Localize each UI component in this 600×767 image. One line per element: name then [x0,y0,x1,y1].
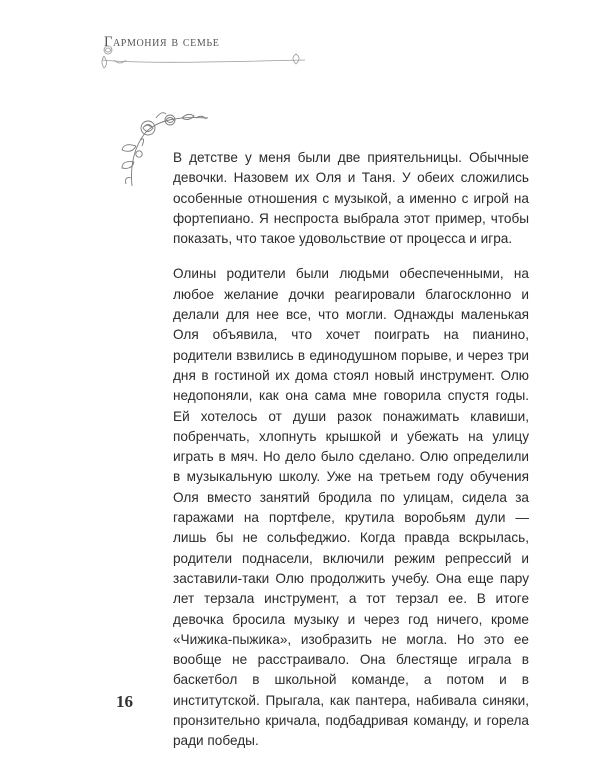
body-text [173,148,529,767]
header-flourish [100,38,310,78]
paragraph: В детстве у меня были две приятельницы. Обычные девочки. Назовем их Оля и Таня. У обеих сложились особенные отношения с музыкой, а именно с игрой на фортепиано. Я неспроста выбрала этот пример, чтобы показать, что такое удовольствие от процесса и игра. [173,150,529,247]
running-header: Гармония в семье [104,34,220,50]
paragraph: Олины родители были людьми обеспеченными, на любое желание дочки реагировали благосклонно и делали для нее все, что могли. Однажды маленькая Оля объявила, что хочет поиграть на пианино, родители взвились в единодушном порыве, и через три дня в гостиной их дома стоял новый инструмент. Олю недопоняли, как она сама мне говорила спустя годы. Ей хотелось от души разок понажимать клавиши, побренчать, хлопнуть крышкой и убежать на улицу играть в мяч. Но дело было сделано. Олю определили в музыкальную школу. Уже на третьем году обучения Оля вместо занятий бродила по улицам, сидела за гаражами на портфеле, крутила воробьям дули — лишь бы не сольфеджио. Когда правда вскрылась, родители поднасели, включили режим репрессий и заставили-таки Олю продолжить учебу. Она еще пару лет терзала инструмент, а тот терзал ее. В итоге девочка бросила музыку и через год ничего, кроме «Чижика-пыжика», изобразить не могла. Но это ее вообще не расстраивало. Она блестяще играла в баскетбол в школьной команде, а потом и в институтской. Прыгала, как пантера, набивала синяки, пронзительно кричала, подбадривая команду, и горела ради победы. [173,266,529,749]
page-number: 16 [116,692,133,711]
